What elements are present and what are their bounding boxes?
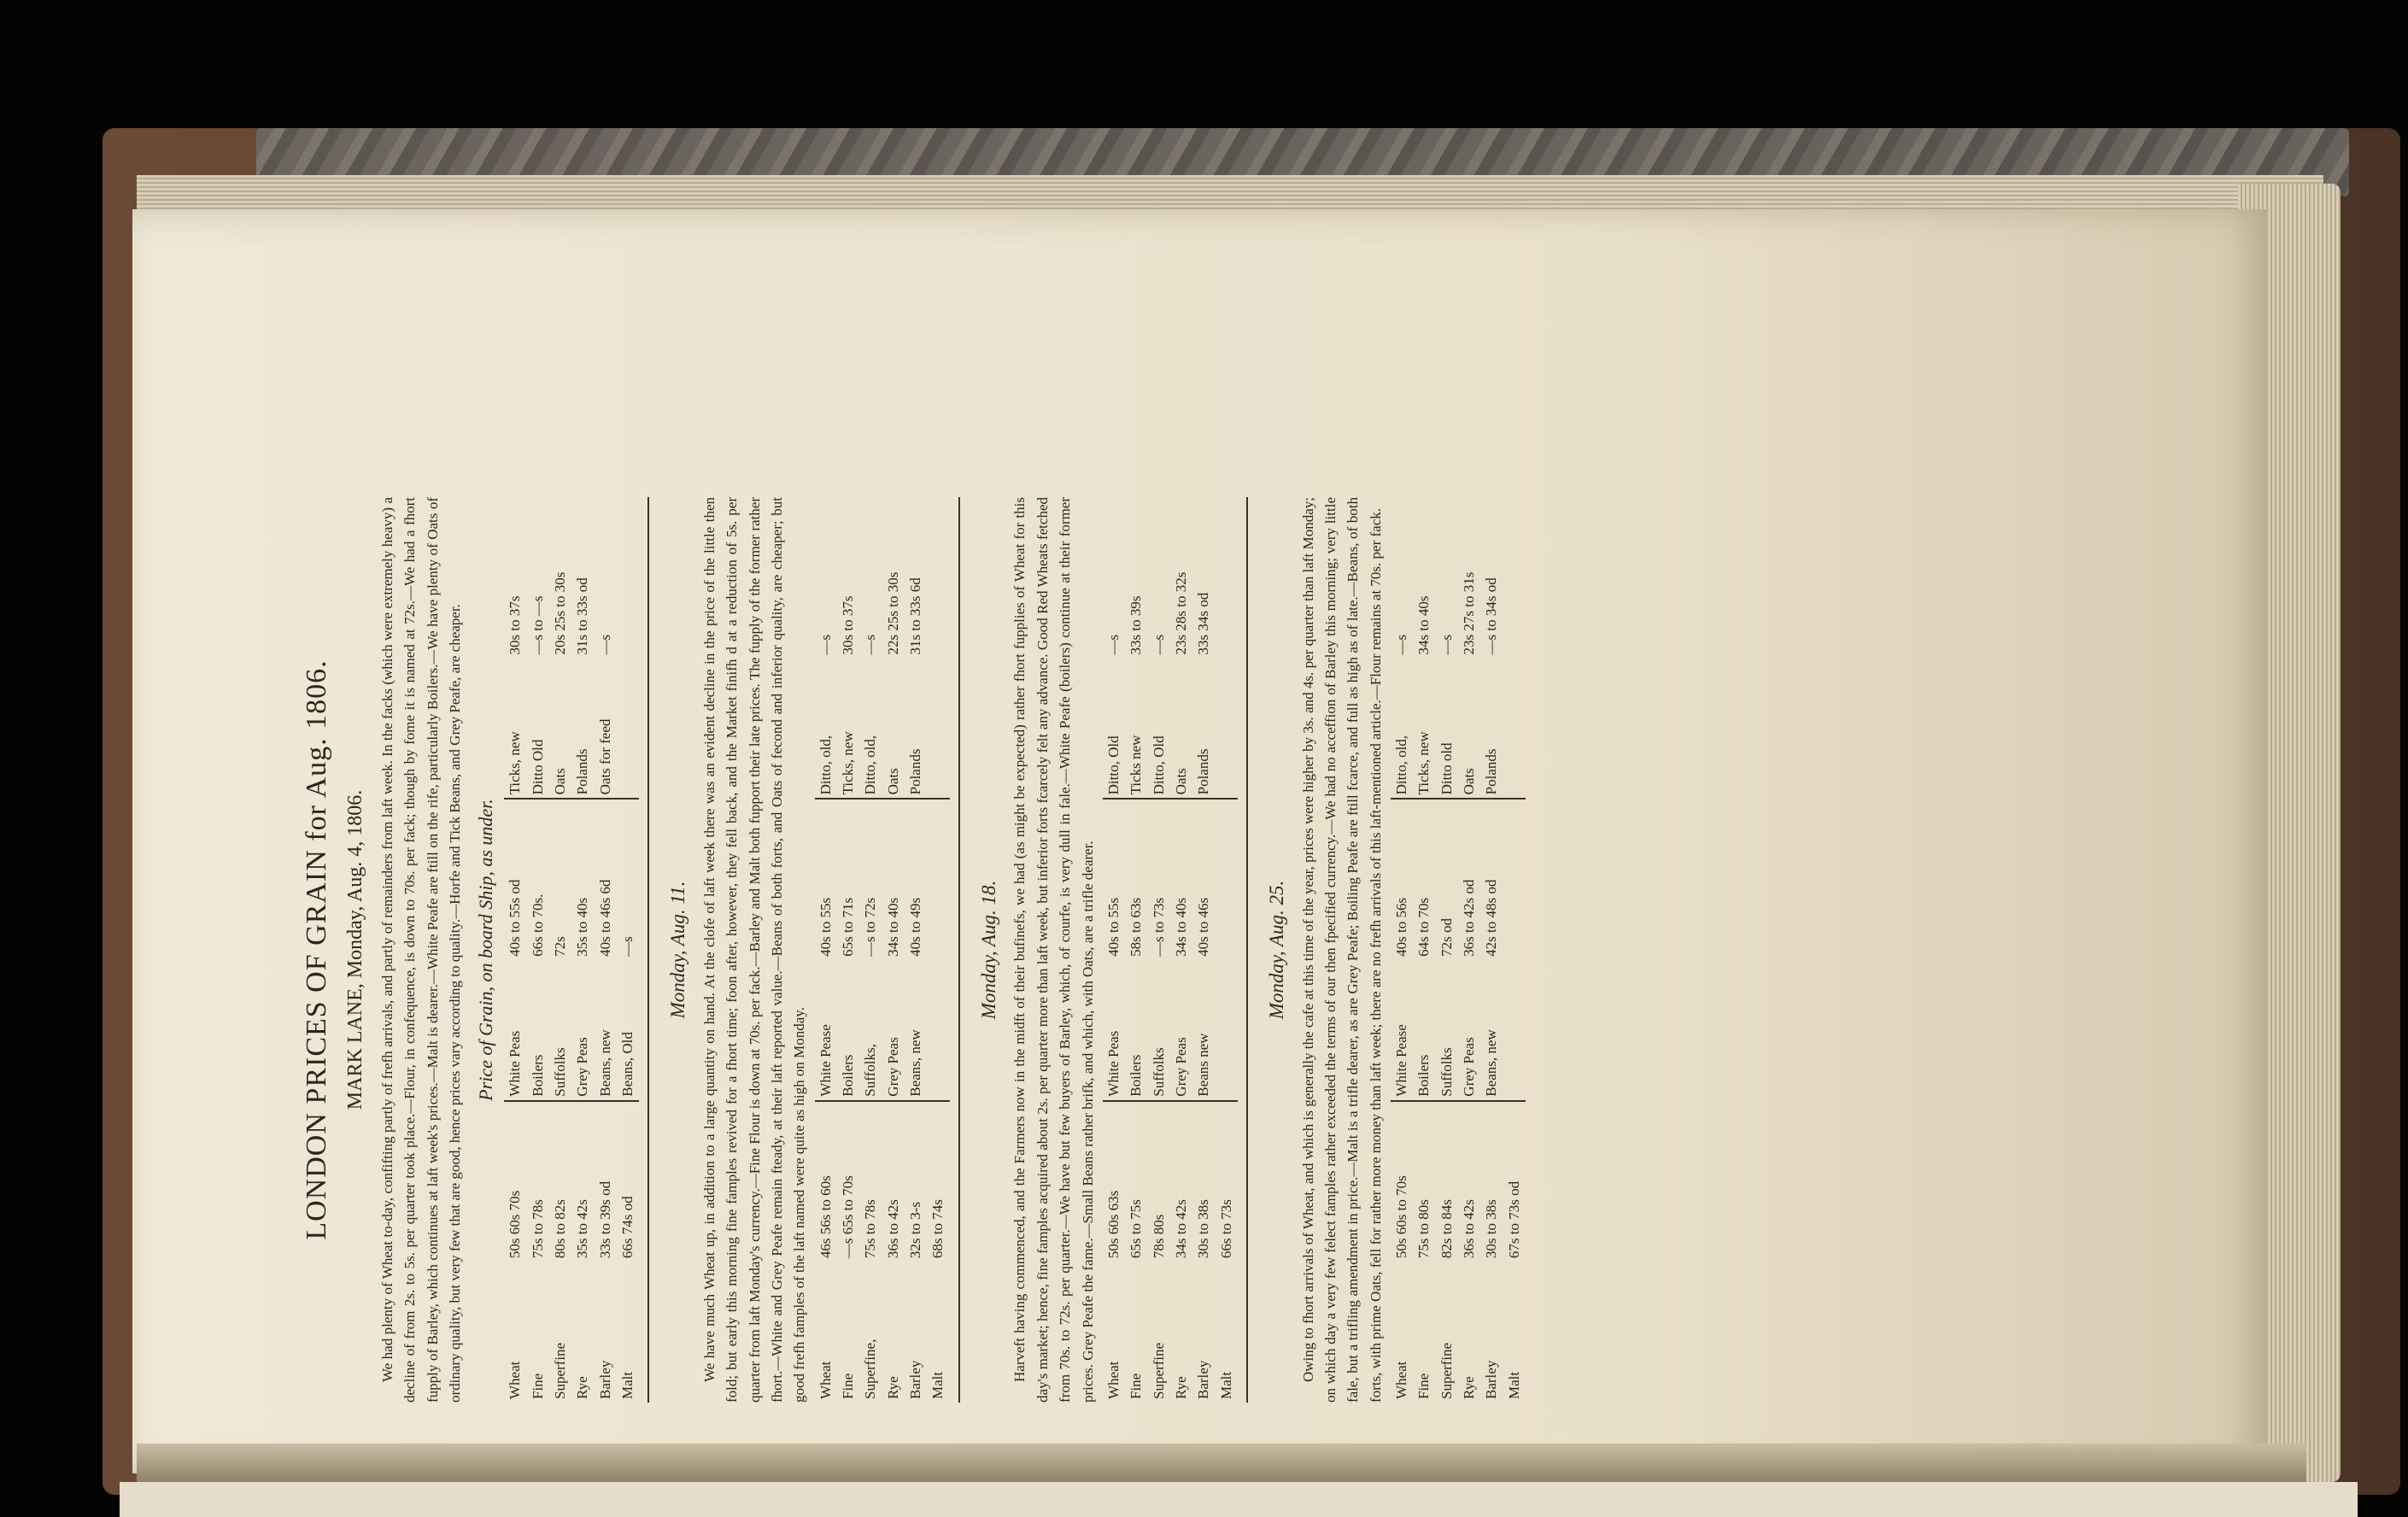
page-title: LONDON PRICES OF GRAIN for Aug. 1806. [301, 659, 332, 1240]
grain-name: Ditto, old, [1391, 659, 1413, 800]
price-row [1192, 497, 1215, 1403]
grain-name: Ticks, new [837, 659, 859, 800]
grain-price: —s to 72s [862, 897, 879, 957]
grain-price: 36s to 42s [884, 1199, 901, 1259]
grain-price: 66s to 73s [1217, 1199, 1234, 1259]
grain-name: Suffolks [1148, 960, 1170, 1101]
grain-price [1216, 799, 1238, 959]
grain-name: Oats for feed [595, 659, 617, 800]
grain-price: 66s 74s od [619, 1196, 636, 1259]
price-row [595, 497, 617, 1403]
grain-price: 31s to 33s 6d [907, 577, 924, 655]
grain-name: Wheat [817, 1361, 834, 1399]
grain-name: Ditto, old, [859, 659, 882, 800]
grain-price: 34s to 40s [884, 897, 901, 957]
grain-name: Wheat [1392, 1361, 1409, 1399]
grain-price [617, 497, 639, 659]
grain-price: —s [1438, 634, 1455, 655]
grain-price: 30s to 38s [1483, 1199, 1500, 1259]
grain-price: 33s to 39s od [596, 1180, 613, 1259]
grain-name: Beans, new [1480, 960, 1503, 1101]
grain-price [1503, 497, 1526, 659]
grain-price: 30s to 37s [507, 595, 524, 655]
grain-price: 35s to 40s [574, 897, 591, 957]
grain-name: Ticks, new [504, 659, 526, 800]
week3-price-table [1103, 497, 1238, 1403]
grain-name: Polands [1480, 659, 1503, 800]
grain-name: Barley [596, 1360, 613, 1399]
grain-name: Ditto, old, [815, 659, 837, 800]
week1-table-caption: Price of Grain, on board Ship, as under. [475, 799, 497, 1101]
price-row [617, 497, 639, 1403]
grain-name: White Pease [1391, 960, 1413, 1101]
grain-name: Ticks, new [1413, 659, 1435, 800]
grain-price: 32s to 3-s [907, 1202, 924, 1259]
grain-name: Beans, new [595, 960, 617, 1101]
grain-name: Ticks new [1125, 659, 1147, 800]
price-row [504, 497, 526, 1403]
grain-name: Ditto, Old [1148, 659, 1170, 800]
grain-price: 30s to 38s [1195, 1199, 1212, 1259]
price-row [1125, 497, 1147, 1403]
price-row [1436, 497, 1458, 1403]
grain-name: Fine [1128, 1373, 1145, 1399]
grain-name: Fine [1415, 1373, 1432, 1399]
grain-price: 75s to 80s [1415, 1199, 1432, 1259]
price-row [549, 497, 571, 1403]
week4-paragraph: Owing to fhort arrivals of Wheat, and which is generally the cafe at this time of the year, prices were higher by 3s. and 4s. per quarter than laft Monday; on which day a very few felect famples rather exceeded the terms of our then fpecified currency.—We had no acceffion of Barley this morning; very little fale, but a trifling amendment in price.—Malt is a trifle dearer, as are Grey Peafe; Boiling Peafe are ftill fcarce, and full as high as of late.—Beans, of both forts, with prime Oats, fell for rather more money than laft week; there are no frefh arrivals of this laft-mentioned article.—Flour remains at 70s. per fack. [1299, 497, 1384, 1403]
grain-name: Suffolks [549, 960, 571, 1101]
grain-name: Rye [1460, 1376, 1477, 1399]
week3-heading: Monday, Aug. 18. [977, 880, 999, 1020]
grain-price: 80s to 82s [552, 1199, 569, 1259]
grain-name: White Peas [504, 960, 526, 1101]
grain-name: Boilers [527, 960, 549, 1101]
grain-name: Oats [882, 659, 905, 800]
grain-price: 35s to 42s [574, 1199, 591, 1259]
grain-price: 20s 25s to 30s [552, 571, 569, 655]
grain-price: 50s 60s to 70s [1392, 1175, 1409, 1259]
grain-price: 34s to 40s [1172, 897, 1189, 957]
grain-price: 78s 80s [1150, 1214, 1167, 1259]
price-row [1391, 497, 1413, 1403]
price-row [1503, 497, 1526, 1403]
page-text [295, 497, 2071, 1403]
grain-price: —s [1104, 634, 1122, 655]
price-row [1216, 497, 1238, 1403]
grain-name: Polands [1192, 659, 1215, 800]
price-row [527, 497, 549, 1403]
week3-paragraph: Harveft having commenced, and the Farmers now in the midft of their bufinefs, we had (as might be expected) rather fhort fupplies of Wheat for this day's market; hence, fine famples acquired about 2s. per quarter more than laft week, but inferior forts fcarcely felt any advance. Good Red Wheats fetched from 70s. to 72s. per quarter.—We have but few buyers of Barley, which, of courfe, is very dull in fale.—White Peafe (boilers) continue at their former prices. Grey Peafe the fame.—Small Beans rather brifk, and which, with Oats, are a trifle dearer. [1011, 497, 1096, 1403]
facing-page-strip [120, 1482, 2358, 1517]
grain-price: —s [1150, 634, 1167, 655]
grain-price: 34s to 40s [1415, 595, 1432, 655]
grain-name: Fine [529, 1373, 546, 1399]
grain-name: Fine [840, 1373, 857, 1399]
grain-price: 66s to 70s. [529, 893, 546, 957]
grain-price [927, 497, 949, 659]
price-row [837, 497, 859, 1403]
price-row [1480, 497, 1503, 1403]
grain-name: Beans, Old [617, 960, 639, 1101]
grain-price: —s to 73s [1150, 897, 1167, 957]
week2-paragraph: We have much Wheat up, in addition to a large quantity on hand. At the clofe of laft week there was an evident decline in the price of the little then fold; but early this morning fine famples revived for a fhort time; foon after, however, they fell back, and the Market finifh d at a reduction of 5s. per quarter from laft Monday's currency.—Fine Flour is down at 70s. per fack.—Barley and Malt both fupport their late prices. The fupply of the former rather fhort.—White and Grey Peafe remain fteady, at their laft reported value.—Beans of both forts, and Oats of fecond and inferior quality, are cheaper; but good frefh famples of the laft named were quite as high on Monday. [701, 497, 808, 1403]
grain-price: 23s 28s to 32s [1172, 571, 1189, 655]
week2-price-table [815, 497, 950, 1403]
grain-price: 40s to 46s 6d [596, 879, 613, 957]
divider [958, 497, 960, 1403]
week2-heading: Monday, Aug. 11. [667, 881, 689, 1019]
grain-price: 40s to 55s od [507, 879, 524, 957]
grain-price: —s [817, 634, 834, 655]
grain-price: 36s to 42s [1460, 1199, 1477, 1259]
grain-price: 40s to 55s [1104, 897, 1122, 957]
grain-price: 50s 60s 63s [1104, 1190, 1122, 1259]
grain-price: 68s to 74s [929, 1199, 946, 1259]
grain-price: 65s to 71s [840, 897, 857, 957]
grain-price: —s [862, 634, 879, 655]
divider [647, 497, 649, 1403]
grain-price: 34s to 42s [1172, 1199, 1189, 1259]
price-row [1458, 497, 1480, 1403]
grain-name: Boilers [837, 960, 859, 1101]
grain-price: 36s to 42s od [1460, 879, 1477, 957]
grain-price: 40s to 55s [817, 897, 834, 957]
grain-name: Rye [1172, 1376, 1189, 1399]
grain-price: 40s to 49s [907, 897, 924, 957]
grain-name: Wheat [1104, 1361, 1122, 1399]
grain-name: Grey Peas [882, 960, 905, 1101]
grain-price [927, 799, 949, 959]
grain-name [1503, 960, 1526, 1101]
price-row [859, 497, 882, 1403]
price-row [1103, 497, 1125, 1403]
week1-price-table [504, 497, 639, 1403]
grain-name: Barley [1195, 1360, 1212, 1399]
grain-price: 75s to 78s [862, 1199, 879, 1259]
grain-price: —s [1392, 634, 1409, 655]
grain-name: Polands [905, 659, 927, 800]
grain-name: Suffolks [1436, 960, 1458, 1101]
grain-name: Ditto old [1436, 659, 1458, 800]
grain-name [927, 960, 949, 1101]
grain-name: White Pease [815, 960, 837, 1101]
divider [1246, 497, 1248, 1403]
grain-name: Grey Peas [1458, 960, 1480, 1101]
grain-name: White Peas [1103, 960, 1125, 1101]
grain-name: Malt [929, 1371, 946, 1399]
grain-name: Beans new [1192, 960, 1215, 1101]
week4-heading: Monday, Aug. 25. [1265, 880, 1287, 1020]
grain-price: —s to 34s od [1483, 577, 1500, 655]
week1-paragraph: We had plenty of Wheat to-day, confifting partly of frefh arrivals, and partly of remainders from laft week. In the facks (which were extremely heavy) a decline of from 2s. to 5s. per quarter took place.—Flour, in confequence, is down to 70s. per fack; though by fome it is named at 72s.—We had a fhort fupply of Barley, which continues at laft week's prices.—Malt is dearer.—White Peafe are ftill on the rife, particularly Boilers.—We have plenty of Oats of ordinary quality, but very few that are good, hence prices vary according to quality.—Horfe and Tick Beans, and Grey Peafe, are cheaper. [378, 497, 463, 1403]
grain-price: 23s 27s to 31s [1460, 571, 1477, 655]
grain-name: Rye [574, 1376, 591, 1399]
grain-price: 31s to 33s od [574, 577, 591, 655]
grain-name: Ditto Old [527, 659, 549, 800]
grain-price: 40s to 56s [1392, 897, 1409, 957]
grain-name: Oats [1458, 659, 1480, 800]
grain-price: —s [596, 634, 613, 655]
grain-name [1216, 659, 1238, 800]
grain-name: Barley [907, 1360, 924, 1399]
grain-name: Barley [1483, 1360, 1500, 1399]
grain-name: Oats [549, 659, 571, 800]
grain-price: 72s [552, 936, 569, 957]
grain-price: —s [619, 936, 636, 957]
grain-name: Boilers [1125, 960, 1147, 1101]
grain-price: 50s 60s 70s [507, 1190, 524, 1259]
grain-name [1216, 960, 1238, 1101]
grain-price: 22s 25s to 30s [884, 571, 901, 655]
grain-name [1503, 659, 1526, 800]
grain-name: Suffolks, [859, 960, 882, 1101]
grain-price: 33s to 39s [1128, 595, 1145, 655]
grain-name: Polands [571, 659, 594, 800]
grain-name: Boilers [1413, 960, 1435, 1101]
price-row [815, 497, 837, 1403]
grain-name: Malt [1217, 1371, 1234, 1399]
grain-name: Superfine [1438, 1342, 1455, 1399]
grain-price: 30s to 37s [840, 595, 857, 655]
grain-name: Wheat [507, 1361, 524, 1399]
grain-price: 40s to 46s [1195, 897, 1212, 957]
grain-price: 65s to 75s [1128, 1199, 1145, 1259]
grain-price: 42s to 48s od [1483, 879, 1500, 957]
grain-name: Superfine, [862, 1338, 879, 1399]
grain-name: Ditto, Old [1103, 659, 1125, 800]
grain-name [617, 659, 639, 800]
grain-name: Oats [1170, 659, 1192, 800]
price-row [927, 497, 949, 1403]
grain-name: Rye [884, 1376, 901, 1399]
price-row [571, 497, 594, 1403]
grain-price: —s to —s [529, 595, 546, 655]
grain-price: 46s 56s to 60s [817, 1175, 834, 1259]
price-row [1148, 497, 1170, 1403]
grain-name: Superfine [1150, 1342, 1167, 1399]
grain-name: Superfine [552, 1342, 569, 1399]
grain-price: 72s od [1438, 917, 1455, 957]
grain-name: Beans, new [905, 960, 927, 1101]
page-gutter [137, 1444, 2306, 1482]
grain-price: —s 65s to 70s [840, 1175, 857, 1259]
grain-price: 75s to 78s [529, 1199, 546, 1259]
grain-price: 82s to 84s [1438, 1199, 1455, 1259]
week4-price-table [1391, 497, 1526, 1403]
grain-name: Grey Peas [571, 960, 594, 1101]
price-row [882, 497, 905, 1403]
grain-price: 64s to 70s [1415, 897, 1432, 957]
grain-price: 58s to 63s [1128, 897, 1145, 957]
grain-name: Grey Peas [1170, 960, 1192, 1101]
grain-price [1216, 497, 1238, 659]
grain-price: 67s to 73s od [1505, 1180, 1522, 1259]
grain-name: Malt [1505, 1371, 1522, 1399]
page-subtitle: MARK LANE, Monday, Aug. 4, 1806. [343, 789, 366, 1110]
grain-price: 33s 34s od [1195, 592, 1212, 655]
grain-name: Malt [619, 1371, 636, 1399]
grain-name [927, 659, 949, 800]
grain-price [1503, 799, 1526, 959]
price-row [1170, 497, 1192, 1403]
price-row [1413, 497, 1435, 1403]
price-row [905, 497, 927, 1403]
